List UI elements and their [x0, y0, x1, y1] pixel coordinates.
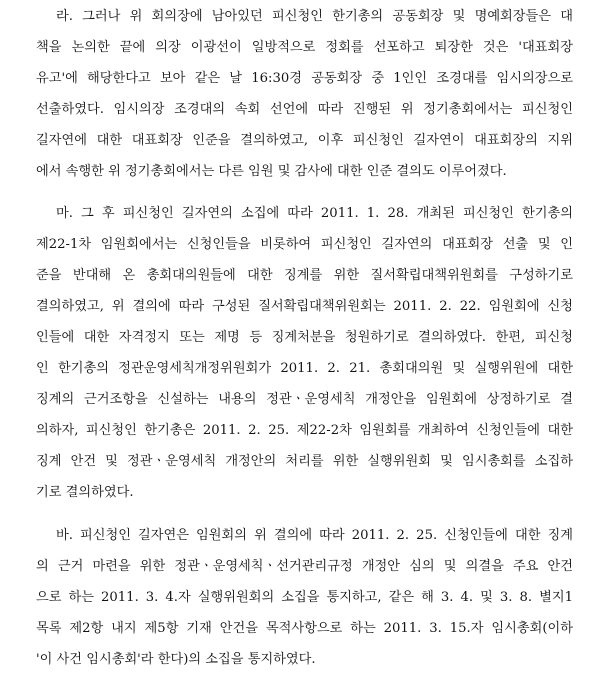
paragraph-ma-line-8: 의하자, 피신청인 한기총은 2011. 2. 25. 제22-2차 임원회를 개최하여 신청인들에 대한	[36, 423, 573, 438]
paragraph-ma-line-7: 징계의 근거조항을 신설하는 내용의 정관ㆍ운영세칙 개정안을 임원회에 상정하기로 결	[36, 392, 573, 407]
paragraph-ma-line-9: 징계 안건 및 정관ㆍ운영세칙 개정안의 처리를 위한 실행위원회 및 임시총회를 소집하	[36, 454, 573, 469]
paragraph-ba-line-2: 의 근거 마련을 위한 정관ㆍ운영세칙ㆍ선거관리규정 개정안 심의 및 의결을 주요 안건	[36, 559, 573, 574]
paragraph-ra-line-2: 책을 논의한 끝에 의장 이광선이 일방적으로 정회를 선포하고 퇴장한 것은 '대표회장	[36, 40, 573, 55]
paragraph-ra-line-3: 유고'에 해당한다고 보아 같은 날 16:30경 공동회장 중 1인인 조경대를 임시의장으로	[36, 71, 573, 86]
paragraph-ma-line-1: 마. 그 후 피신청인 길자연의 소집에 따라 2011. 1. 28. 개최된 피신청인 한기총의	[56, 206, 573, 221]
paragraph-ra-line-5: 길자연에 대한 대표회장 인준을 결의하였고, 이후 피신청인 길자연이 대표회장의 지위	[36, 133, 573, 148]
paragraph-ra-line-6: 에서 속행한 위 정기총회에서는 다른 임원 및 감사에 대한 인준 결의도 이루어졌다.	[36, 164, 507, 179]
paragraph-ma-line-3: 준을 반대해 온 총회대의원들에 대한 징계를 위한 질서확립대책위원회를 구성하기로	[36, 268, 574, 283]
paragraph-ma-line-10: 기로 결의하였다.	[36, 485, 134, 500]
paragraph-ra-line-1: 라. 그러나 위 회의장에 남아있던 피신청인 한기총의 공동회장 및 명예회장들은 대	[56, 9, 573, 24]
paragraph-ba-line-1: 바. 피신청인 길자연은 임원회의 위 결의에 따라 2011. 2. 25. 신청인들에 대한 징계	[56, 528, 574, 543]
paragraph-ba-line-4: 목록 제2항 내지 제5항 기재 안건을 목적사항으로 하는 2011. 3. 15.자 임시총회(이하	[36, 621, 573, 636]
paragraph-ba-line-5: '이 사건 임시총회'라 한다)의 소집을 통지하였다.	[36, 652, 316, 667]
paragraph-ba-line-3: 으로 하는 2011. 3. 4.자 실행위원회의 소집을 통지하고, 같은 해 3. 4. 및 3. 8. 별지1	[36, 590, 573, 605]
paragraph-ma-line-4: 결의하였고, 위 결의에 따라 구성된 질서확립대책위원회는 2011. 2. 22. 임원회에 신청	[36, 299, 573, 314]
paragraph-ma-line-2: 제22-1차 임원회에서는 신청인들을 비롯하여 피신청인 길자연의 대표회장 선출 및 인	[36, 237, 573, 252]
paragraph-ma-line-5: 인들에 대한 자격정지 또는 제명 등 징계처분을 청원하기로 결의하였다. 한편, 피신청	[36, 330, 573, 345]
paragraph-ma-line-6: 인 한기총의 정관운영세칙개정위원회가 2011. 2. 21. 총회대의원 및 실행위원에 대한	[36, 361, 573, 376]
paragraph-ra-line-4: 선출하였다. 임시의장 조경대의 속회 선언에 따라 진행된 위 정기총회에서는 피신청인	[36, 102, 574, 117]
